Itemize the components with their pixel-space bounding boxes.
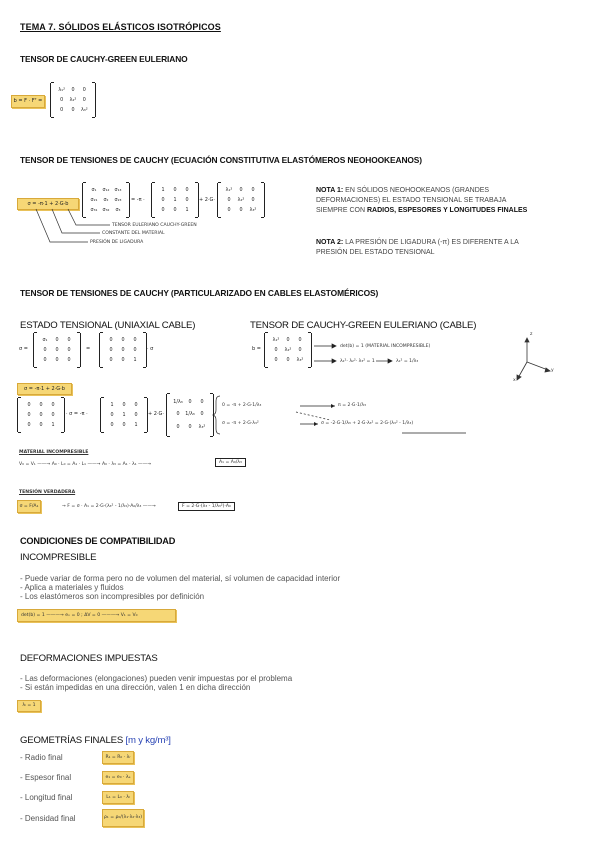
matrix-cell: 1 xyxy=(173,197,177,203)
true-stress-result: F = 2·G·(λ₃ - 1/λ₃²)·A₀ xyxy=(178,502,235,511)
state-lhs: σ = xyxy=(19,346,28,352)
matrix-cell: σ₃ xyxy=(115,207,121,213)
matrix-cell: 1 xyxy=(51,422,55,428)
matrix-cell: λ₃² xyxy=(249,207,257,213)
cg-cable-lhs: b = xyxy=(252,346,261,352)
lambda-result: λ₁² = 1/λ₃ xyxy=(396,359,419,364)
matrix-cell: σ₁₂ xyxy=(102,187,110,193)
matrix-cell: 0 xyxy=(39,402,43,408)
geom-density-eq: ρ₁ = ρ₀/(λ₁·λ₂·λ₃) xyxy=(102,809,144,827)
cg-cable-title: TENSOR DE CAUCHY-GREEN EULERIANO (CABLE) xyxy=(250,320,477,331)
matrix-cell: σ₂₁ xyxy=(90,197,98,203)
matrix-cell: 1 xyxy=(134,422,138,428)
system-eq-1-result: π = 2·G·1/λ₃ xyxy=(338,403,366,408)
section-title-cables: TENSOR DE TENSIONES DE CAUCHY (PARTICULARIZADO EN CABLES ELASTOMÉRICOS) xyxy=(20,288,379,298)
matrix-cell: 0 xyxy=(251,187,255,193)
true-stress-highlight: σ = F/A₁ xyxy=(17,500,41,513)
annotation-cauchy-green: TENSOR EULERIANO CAUCHY-GREEN xyxy=(112,223,197,228)
incompressible-label: MATERIAL INCOMPRESIBLE xyxy=(19,450,89,455)
bullet-item: - Puede variar de forma pero no de volumen del material, sí volumen de capacidad interior xyxy=(20,574,341,583)
note-2: NOTA 2: LA PRESIÓN DE LIGADURA (-π) ES DIFERENTE A LA PRESIÓN DEL ESTADO TENSIONAL xyxy=(316,239,519,256)
matrix-cell: 0 xyxy=(43,347,47,353)
matrix-cell: 0 xyxy=(121,357,125,363)
matrix-cell: 0 xyxy=(200,412,204,418)
bullet-item: - Si están impedidas en una dirección, valen 1 en dicha dirección xyxy=(20,683,251,692)
lambda-one-highlight: λᵢ = 1 xyxy=(17,700,41,712)
compat-title: CONDICIONES DE COMPATIBILIDAD xyxy=(20,536,176,546)
incompressible-chain: V₀ = V₁ ——→ A₀ · L₀ = A₁ · L₁ ——→ A₀ · λ₃ = A₁ · λ₁ ——→ xyxy=(19,462,152,467)
matrix-cell: 0 xyxy=(185,197,189,203)
matrix-cell: λ₃² xyxy=(296,357,304,363)
deform-title: DEFORMACIONES IMPUESTAS xyxy=(20,653,158,664)
matrix-cell: 0 xyxy=(227,197,231,203)
matrix-cell: 1 xyxy=(161,187,165,193)
incompressible-title: INCOMPRESIBLE xyxy=(20,552,97,563)
annotation-constant: CONSTANTE DEL MATERIAL xyxy=(102,231,165,236)
true-stress-label: TENSIÓN VERDADERA xyxy=(19,490,76,495)
matrix-cell: 0 xyxy=(39,422,43,428)
matrix-cell: 0 xyxy=(122,422,126,428)
matrix-cell: λ₂² xyxy=(69,97,77,103)
geom-radius-eq: R₁ = R₀ · λᵣ xyxy=(102,751,134,764)
annotation-pressure: PRESIÓN DE LIGADURA xyxy=(90,240,144,245)
matrix-cell: 0 xyxy=(286,357,290,363)
matrix-cell: 1 xyxy=(122,412,126,418)
matrix-cell: 0 xyxy=(55,337,59,343)
matrix-cell: 0 xyxy=(161,207,165,213)
eq-minus-pi: = -π · xyxy=(131,197,145,203)
matrix-cell: σ₁ xyxy=(42,337,48,343)
axis-z-label: z xyxy=(530,332,533,337)
axis-y-label: y xyxy=(551,368,554,373)
matrix-cell: λ₁² xyxy=(272,337,280,343)
matrix-cell: 0 xyxy=(122,402,126,408)
matrix-cell: 0 xyxy=(43,357,47,363)
matrix-cell: σ₁ xyxy=(91,187,97,193)
geom-radius-label: - Radio final xyxy=(20,753,63,762)
page-title: TEMA 7. SÓLIDOS ELÁSTICOS ISOTRÓPICOS xyxy=(20,22,221,32)
matrix-cell: 1 xyxy=(133,357,137,363)
matrix-cell: 0 xyxy=(121,347,125,353)
matrix-cell: 0 xyxy=(133,337,137,343)
b-definition-highlight: b = F · Fᵀ = xyxy=(11,95,45,108)
matrix-cell: 0 xyxy=(173,187,177,193)
cable-plus-2g: + 2·G· xyxy=(148,411,165,417)
lambda-product: λ₁²· λ₂²· λ₃² = 1 xyxy=(340,359,375,364)
geom-length-eq: L₁ = L₀ · λₗ xyxy=(102,791,134,804)
eq-plus-2g: + 2·G· xyxy=(199,197,216,203)
geom-thickness-label: - Espesor final xyxy=(20,773,72,782)
system-eq-1: 0 = -π + 2·G·1/λ₃ xyxy=(222,403,262,408)
matrix-cell: λ₁² xyxy=(58,87,65,93)
matrix-cell: 0 xyxy=(71,107,75,113)
matrix-cell: 0 xyxy=(121,337,125,343)
matrix-cell: 0 xyxy=(110,412,114,418)
system-eq-2-result: σ = -2·G·1/λ₃ + 2·G·λ₃² = 2·G·(λ₃² - 1/λ₃) xyxy=(321,421,414,426)
matrix-cell: 0 xyxy=(274,347,278,353)
geom-density-label: - Densidad final xyxy=(20,814,76,823)
matrix-cell: 0 xyxy=(173,207,177,213)
matrix-cell: σ₁₃ xyxy=(114,187,122,193)
matrix-cell: 1 xyxy=(110,402,114,408)
matrix-cell: σ₂₃ xyxy=(114,197,122,203)
matrix-cell: 0 xyxy=(298,337,302,343)
matrix-cell: σ₃₁ xyxy=(90,207,98,213)
matrix-cell: 0 xyxy=(109,337,113,343)
matrix-cell: 1 xyxy=(185,207,189,213)
matrix-cell: λ₃² xyxy=(80,107,88,113)
matrix-cell: λ₁² xyxy=(225,187,233,193)
incompressible-equation-highlight: det(b) = 1 ———→ eᵥ = 0 ; ΔV = 0 ———→ V₁ = V₀ xyxy=(17,609,176,622)
det-b-note: det(b) = 1 (MATERIAL INCOMPRESIBLE) xyxy=(340,344,431,349)
constitutive-equation-highlight: σ = -π·1 + 2·G·b xyxy=(17,198,79,210)
matrix-cell: 0 xyxy=(60,97,64,103)
matrix-cell: 0 xyxy=(67,337,71,343)
section-title-cauchy-green: TENSOR DE CAUCHY-GREEN EULERIANO xyxy=(20,54,188,64)
matrix-cell: λ₃² xyxy=(198,425,206,431)
bullet-item: - Los elastómeros son incompresibles por definición xyxy=(20,592,205,601)
incompressible-bullets xyxy=(20,574,440,601)
matrix-cell: 0 xyxy=(200,399,204,405)
deform-bullets xyxy=(20,674,440,692)
matrix-cell: 1/λ₃ xyxy=(173,399,183,405)
matrix-cell: 0 xyxy=(55,347,59,353)
matrix-cell: 0 xyxy=(60,107,64,113)
matrix-cell: 0 xyxy=(82,87,86,93)
geom-length-label: - Longitud final xyxy=(20,793,73,802)
matrix-cell: 0 xyxy=(274,357,278,363)
matrix-cell: 0 xyxy=(176,412,180,418)
cable-constitutive-highlight: σ = -π·1 + 2·G·b xyxy=(17,383,72,395)
section-title-cauchy-stress: TENSOR DE TENSIONES DE CAUCHY (ECUACIÓN CONSTITUTIVA ELASTÓMEROS NEOHOOKEANOS) xyxy=(20,155,422,165)
matrix-cell: 0 xyxy=(188,399,192,405)
cable-eq-mid: · σ = -π · xyxy=(66,411,88,417)
matrix-cell: λ₂² xyxy=(284,347,292,353)
matrix-cell: 0 xyxy=(133,347,137,353)
matrix-cell: 0 xyxy=(239,187,243,193)
matrix-cell: 0 xyxy=(134,412,138,418)
bullet-item: - Aplica a materiales y fluidos xyxy=(20,583,124,592)
matrix-cell: 0 xyxy=(286,337,290,343)
matrix-cell: 0 xyxy=(27,402,31,408)
matrix-cell: 0 xyxy=(251,197,255,203)
bullet-item: - Las deformaciones (elongaciones) pueden venir impuestas por el problema xyxy=(20,674,293,683)
matrix-cell: 0 xyxy=(27,422,31,428)
matrix-cell: 0 xyxy=(67,357,71,363)
state-tail: · σ xyxy=(147,346,154,352)
matrix-cell: 0 xyxy=(109,347,113,353)
matrix-cell: σ₂ xyxy=(103,197,109,203)
matrix-cell: 0 xyxy=(67,347,71,353)
matrix-cell: 0 xyxy=(298,347,302,353)
axis-x-label: x xyxy=(513,378,516,383)
matrix-cell: σ₃₂ xyxy=(102,207,110,213)
matrix-cell: 0 xyxy=(71,87,75,93)
state-eq: = xyxy=(86,346,91,352)
matrix-cell: 0 xyxy=(185,187,189,193)
true-stress-chain: → F = σ · A₁ = 2·G·(λ₃² - 1/λ₃)·A₀/λ₃ ——→ xyxy=(62,504,156,509)
matrix-cell: 0 xyxy=(188,425,192,431)
matrix-cell: 0 xyxy=(51,412,55,418)
matrix-cell: 0 xyxy=(176,425,180,431)
matrix-cell: 0 xyxy=(239,207,243,213)
matrix-cell: 1/λ₃ xyxy=(185,412,195,418)
system-eq-2: σ = -π + 2·G·λ₃² xyxy=(222,421,259,426)
matrix-cell: 0 xyxy=(82,97,86,103)
geom-thickness-eq: e₁ = e₀ · λₑ xyxy=(102,771,134,784)
matrix-cell: 0 xyxy=(39,412,43,418)
state-title: ESTADO TENSIONAL (UNIAXIAL CABLE) xyxy=(20,320,196,331)
matrix-cell: 0 xyxy=(27,412,31,418)
geom-title: GEOMETRÍAS FINALES [m y kg/m³] xyxy=(20,735,171,746)
matrix-cell: λ₂² xyxy=(237,197,245,203)
matrix-cell: 0 xyxy=(227,207,231,213)
matrix-cell: 0 xyxy=(134,402,138,408)
matrix-cell: 0 xyxy=(55,357,59,363)
matrix-cell: 0 xyxy=(51,402,55,408)
geom-units: [m y kg/m³] xyxy=(125,735,171,746)
matrix-cell: 0 xyxy=(109,357,113,363)
matrix-cell: 0 xyxy=(110,422,114,428)
matrix-cell: 0 xyxy=(161,197,165,203)
note-1: NOTA 1: EN SÓLIDOS NEOHOOKEANOS (GRANDES DEFORMACIONES) EL ESTADO TENSIONAL SE TRABAJA SIEMPRE CON RADIOS, ESPESORES Y LONGITUDES FINALES xyxy=(316,187,528,214)
incompressible-result: A₁ = A₀/λ₃ xyxy=(215,458,246,467)
